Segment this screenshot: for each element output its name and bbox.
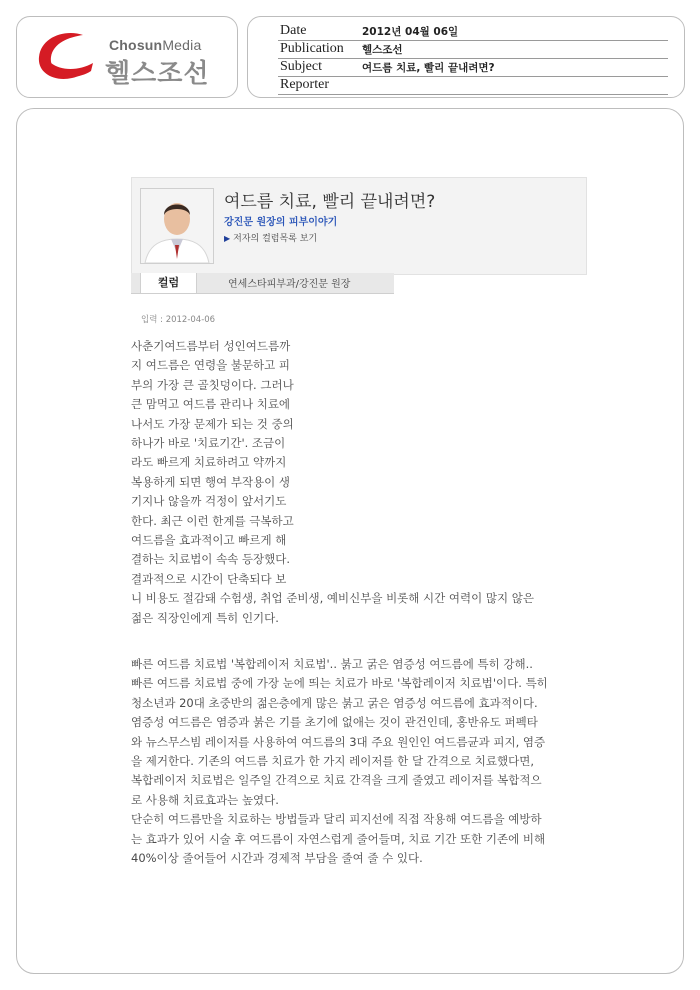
text-line: 복합레이저 치료법은 일주일 간격으로 치료 간격을 크게 줄였고 레이저를 복합적으	[131, 773, 542, 788]
text-line: 지 여드름은 연령을 불문하고 피	[131, 358, 291, 373]
text-line: 염증성 여드름은 염증과 붉은 기를 초기에 없애는 것이 관건인데, 홍반유도 퍼펙타	[131, 715, 538, 730]
article-date: 입력 : 2012-04-06	[141, 315, 216, 325]
text-line: 젊은 직장인에게 특히 인기다.	[131, 610, 279, 625]
paragraph-2	[131, 655, 548, 868]
meta-value: 헬스조선	[362, 44, 403, 56]
metadata-box	[247, 16, 685, 98]
text-line: 하나가 바로 '치료기간'. 조금이	[131, 436, 286, 451]
text-line: 와 뉴스무스빔 레이저를 사용하여 여드름의 3대 주요 원인인 여드름균과 피지, 염증	[131, 734, 546, 749]
text-line: 사춘기여드름부터 성인여드름까	[131, 339, 291, 353]
author-portrait-icon	[141, 189, 213, 263]
meta-row-publication	[278, 40, 668, 59]
meta-value: 여드름 치료, 빨리 끝내려면?	[362, 62, 495, 74]
text-line: 나서도 가장 문제가 되는 것 중의	[131, 416, 294, 431]
text-line: 빠른 여드름 치료법 중에 가장 눈에 띄는 치료가 바로 '복합레이저 치료법'이다. 특히	[131, 676, 548, 691]
text-line: 복용하게 되면 행여 부작용이 생	[131, 474, 291, 489]
author-photo	[140, 188, 214, 264]
column-name-link[interactable]: 강진문 원장의 피부이야기	[224, 217, 338, 228]
paragraph-1	[131, 337, 534, 628]
meta-label: Reporter	[280, 77, 329, 92]
text-line: 라도 빠르게 치료하려고 약까지	[131, 455, 287, 470]
text-line: 40%이상 줄어들어 시간과 경제적 부담을 줄여 줄 수 있다.	[131, 851, 423, 866]
text-line: 결하는 치료법이 속속 등장했다.	[131, 552, 291, 567]
text-line: 큰 맘먹고 여드름 관리나 치료에	[131, 397, 291, 412]
text-line: 기지나 않을까 걱정이 앞서기도	[131, 494, 287, 509]
text-line: 결과적으로 시간이 단축되다 보	[131, 571, 287, 586]
logo-english: ChosunMedia	[109, 37, 202, 53]
meta-label: Subject	[280, 59, 322, 74]
text-line: 단순히 여드름만을 치료하는 방법들과 달리 피지선에 직접 작용해 여드름을 예방하	[131, 812, 542, 827]
author-columns-label: 저자의 컬럼목록 보기	[233, 234, 318, 244]
text-line: 는 효과가 있어 시술 후 여드름이 자연스럽게 줄어들며, 치료 기간 또한 기존에 비해	[131, 831, 546, 846]
text-line: 을 제거한다. 기존의 여드름 치료가 한 가지 레이저를 한 달 간격으로 치료했다면,	[131, 754, 535, 769]
text-line: 청소년과 20대 초중반의 젊은층에게 많은 붉고 굵은 염증성 여드름에 효과적이다.	[131, 695, 538, 710]
meta-row-reporter	[278, 76, 668, 95]
meta-label: Publication	[280, 41, 344, 56]
text-line: 여드름을 효과적이고 빠르게 해	[131, 533, 287, 548]
author-columns-link[interactable]	[224, 231, 317, 244]
article-headline: 여드름 치료, 빨리 끝내려면?	[224, 192, 436, 212]
logo-korean: 헬스조선	[105, 59, 210, 89]
meta-row-date	[278, 22, 668, 41]
meta-label: Date	[280, 23, 307, 38]
text-line: 니 비용도 절감돼 수험생, 취업 준비생, 예비신부을 비롯해 시간 여력이 많지 않은	[131, 591, 535, 606]
text-line: 로 사용해 치료효과는 높였다.	[131, 792, 279, 807]
meta-value: 2012년 04월 06일	[362, 26, 459, 38]
tab-column[interactable]: 컬럼	[140, 273, 197, 293]
tab-author-info: 연세스타피부과/강진문 원장	[228, 279, 351, 290]
text-line: 빠른 여드름 치료법 '복합레이저 치료법'.. 붉고 굵은 염증성 여드름에 특히 강해..	[131, 657, 533, 671]
chosun-logo-mark	[35, 27, 97, 83]
text-line: 한다. 최근 이런 한계를 극복하고	[131, 513, 294, 528]
logo-box	[16, 16, 238, 98]
text-line: 부의 가장 큰 골칫덩이다. 그러나	[131, 377, 294, 392]
play-triangle-icon: ▶	[224, 234, 231, 243]
meta-row-subject	[278, 58, 668, 77]
